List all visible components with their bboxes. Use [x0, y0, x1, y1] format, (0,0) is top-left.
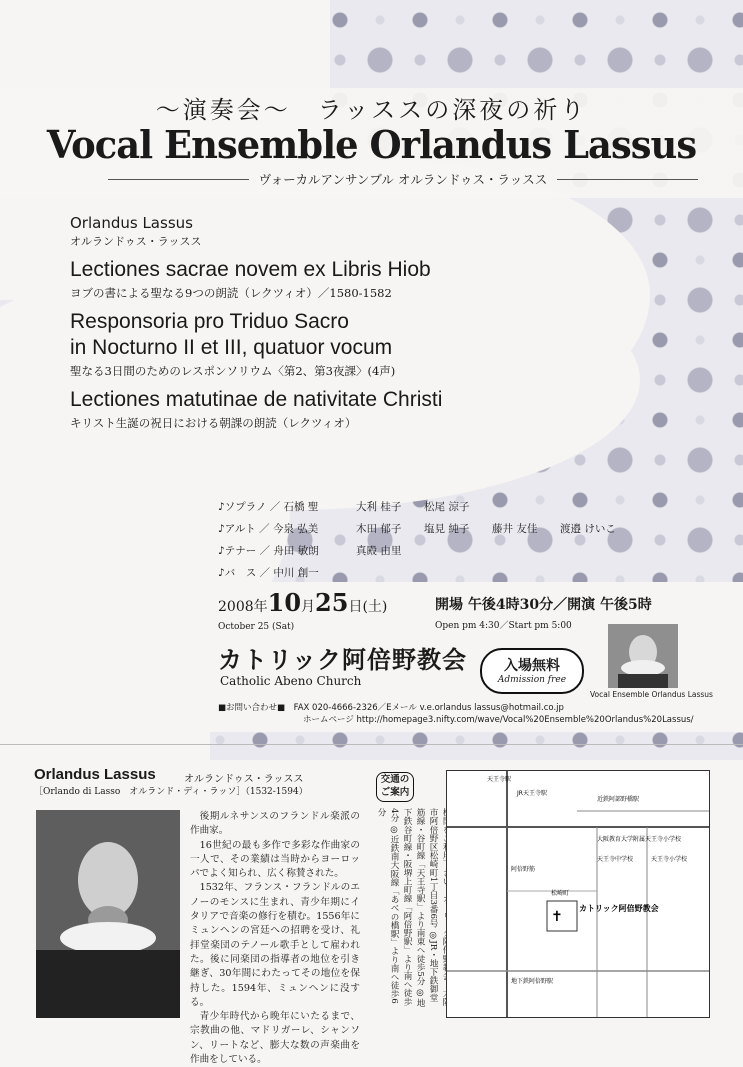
- performer-name: 塩見 純子: [424, 523, 470, 535]
- contact-fax-email: FAX 020-4666-2326／Eメール v.e.orlandus lassus@hotmail.co.jp: [293, 703, 564, 713]
- performer-name: 木田 郁子: [356, 523, 402, 535]
- event-month-unit: 月: [301, 599, 316, 615]
- composer-name: Orlandus Lassus: [70, 214, 193, 232]
- performer-row: [218, 562, 628, 584]
- performers-list: [218, 496, 628, 584]
- bio-heading-jp: オルランドゥス・ラッスス: [184, 774, 304, 785]
- performer-part: ♪バ ス ／ 中川 創一: [218, 567, 319, 579]
- work-title: Lectiones sacrae novem ex Libris Hiob: [70, 258, 431, 281]
- venue-name-en: Catholic Abeno Church: [220, 674, 362, 688]
- work-subtitle: 聖なる3日間のためのレスポンソリウム〈第2、第3夜課〉(4声): [70, 364, 396, 378]
- composer-name-jp: オルランドゥス・ラッスス: [70, 235, 202, 248]
- performer-name: 真殿 由里: [356, 545, 402, 557]
- bio-paragraph: 青少年時代から晩年にいたるまで、宗教曲の他、マドリガーレ、シャンソン、リートなど、膨大な数の声楽曲を作曲をしている。: [190, 1011, 360, 1066]
- bio-paragraph: 16世紀の最も多作で多彩な作曲家の一人で、その業績は当時からヨーロッパでよく知られ、広く称賛された。: [190, 839, 360, 880]
- map-label: 地下鉄阿倍野駅: [511, 978, 554, 985]
- admission-label-en: Admission free: [497, 675, 567, 685]
- contact-homepage: ホームページ http://homepage3.nifty.com/wave/Vocal%20Ensemble%20Orlandus%20Lassus/: [303, 715, 694, 725]
- access-directions: 市阿倍野区松崎町1丁目3番6号 ◎JR・地下鉄御堂筋線・谷町線「天王寺駅」より南東へ徒歩5分 ◎地下鉄谷町線・阪堺上町線「阿倍野駅」より南へ徒歩4分 ◎近鉄南大阪線「あべの橋駅」より南へ徒歩6分: [376, 808, 438, 1007]
- event-day: 25: [315, 588, 349, 617]
- bio-heading: Orlandus Lassus: [34, 766, 156, 783]
- bio-subheading: ［Orlando di Lasso オルランド・ディ・ラッソ］（1532-1594）: [34, 787, 308, 797]
- svg-text:✝: ✝: [551, 909, 563, 925]
- work-title: Lectiones matutinae de nativitate Christi: [70, 388, 443, 411]
- map-label: 近鉄阿部野橋駅: [597, 796, 640, 803]
- page-title: Vocal Ensemble Orlandus Lassus: [46, 122, 697, 167]
- contact-info: [218, 702, 694, 726]
- work-subtitle: キリスト生誕の祝日における朝課の朗読（レクツィオ）: [70, 416, 357, 430]
- performer-row: [218, 518, 628, 540]
- event-times-en: Open pm 4:30／Start pm 5:00: [435, 621, 572, 631]
- work-title: Responsoria pro Triduo Sacro: [70, 310, 349, 333]
- map-label: 大阪教育大学附属天王寺小学校: [597, 836, 682, 843]
- performer-name: 大利 桂子: [356, 501, 402, 513]
- event-times: 開場 午後4時30分／開演 午後5時: [435, 597, 652, 613]
- concert-subtitle: ～演奏会～ ラッススの深夜の祈り: [155, 96, 588, 124]
- title-kana-row: [108, 170, 698, 188]
- performer-part: ♪アルト ／ 今泉 弘美: [218, 523, 319, 535]
- map-label: JR天王寺駅: [517, 790, 547, 797]
- map-label: 阿倍野筋: [511, 866, 536, 873]
- ensemble-caption: Vocal Ensemble Orlandus Lassus: [590, 690, 713, 699]
- event-day-unit: 日: [348, 599, 363, 615]
- performer-part: ♪ソプラノ ／ 石橋 聖: [218, 501, 319, 513]
- work-title-line2: in Nocturno II et III, quatuor vocum: [70, 336, 393, 359]
- map-label: 天王寺駅: [487, 776, 512, 783]
- event-weekday: (土): [362, 599, 388, 615]
- event-date-en: October 25 (Sat): [218, 622, 295, 632]
- access-heading: 交通の ご案内: [376, 772, 414, 802]
- event-date: [218, 588, 387, 617]
- event-year: 2008年: [218, 599, 268, 615]
- contact-label: ■お問い合わせ■: [218, 703, 286, 713]
- performer-name: 松尾 涼子: [424, 501, 470, 513]
- program: [70, 214, 630, 431]
- map-label: 天王寺小学校: [651, 856, 688, 863]
- bio-paragraph: 後期ルネサンスのフランドル楽派の作曲家。: [190, 811, 360, 837]
- title-kana: ヴォーカルアンサンブル オルランドゥス・ラッスス: [258, 172, 548, 187]
- map-label: 天王寺中学校: [597, 856, 634, 863]
- event-month: 10: [267, 588, 302, 617]
- map-label: カトリック阿倍野教会: [579, 904, 659, 913]
- venue-name: カトリック阿倍野教会: [218, 645, 468, 674]
- map-label: 松崎町: [551, 890, 570, 897]
- access-map: [446, 770, 710, 1018]
- performer-row: [218, 496, 628, 518]
- performer-row: [218, 540, 628, 562]
- section-divider: [0, 744, 743, 745]
- admission-label: 入場無料: [504, 658, 560, 674]
- bio-paragraph: 1532年、フランス・フランドルのエノーのモンスに生まれ、青少年期にイタリアで音楽の修行を積む。1556年にミュンヘンの宮廷への招聘を受け、礼拝堂楽団のテノール歌手として雇われた。後に同楽団の指導者の地位を引き継ぎ、30年間にわたってその地位を保持した。1594年、ミュンヘンに没する。: [190, 882, 360, 1008]
- admission-badge: [480, 648, 584, 694]
- composer-portrait-small: [608, 624, 678, 688]
- performer-name: 渡邉 けいこ: [560, 523, 616, 535]
- performer-part: ♪テナー ／ 舟田 敏朗: [218, 545, 319, 557]
- composer-portrait: [36, 810, 180, 1018]
- performer-name: 藤井 友佳: [492, 523, 538, 535]
- work-subtitle: ヨブの書による聖なる9つの朗読（レクツィオ）／1580-1582: [70, 286, 392, 300]
- bio-text: [190, 810, 360, 1067]
